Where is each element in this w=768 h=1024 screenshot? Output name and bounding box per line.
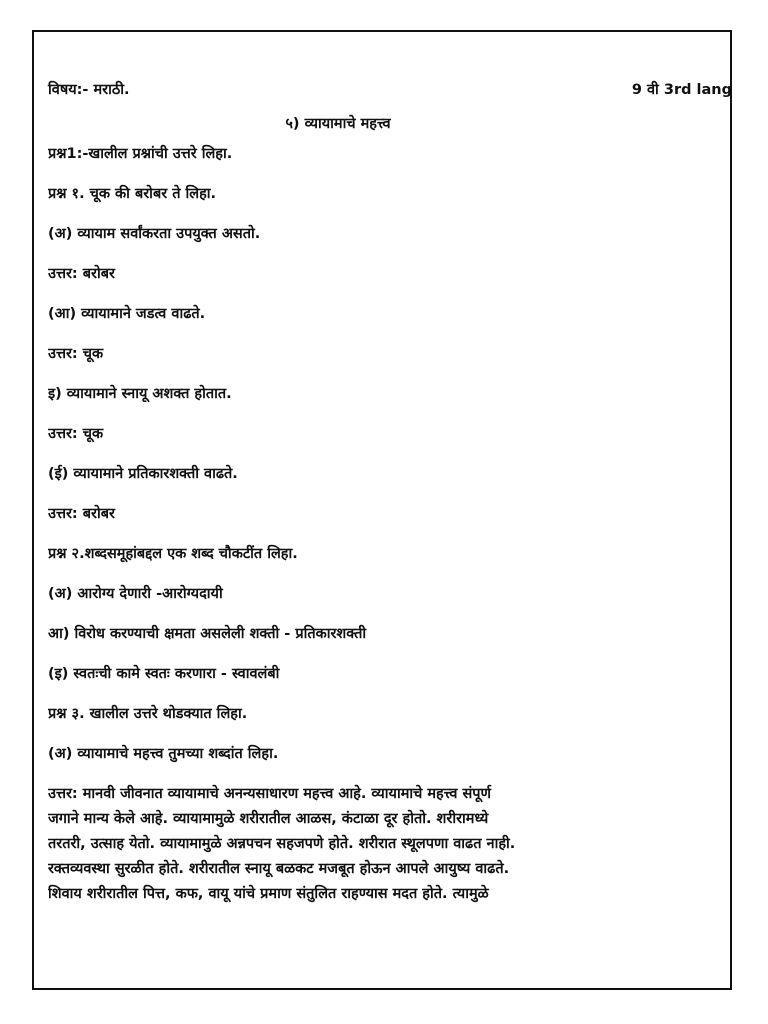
question-1d: (ई) व्यायामाने प्रतिकारशक्ती वाढते. [48,466,238,482]
question-3-title: प्रश्न ३. खालील उत्तरे थोडक्यात लिहा. [48,706,248,722]
class-info: 9 वी 3rd lang [631,82,732,98]
paragraph-line: तरतरी, उत्साह येतो. व्यायामामुळे अन्नपचन सहजपणे होते. शरीरात स्थूलपणा वाढत नाही. [48,836,516,852]
document-header [48,78,732,102]
answer-2c: (इ) स्वतःची कामे स्वतः करणारा - स्वावलंबी [48,666,280,682]
question-heading: प्रश्न1:-खालील प्रश्नांची उत्तरे लिहा. [48,146,233,162]
answer-1d: उत्तर: बरोबर [48,506,115,522]
answer-1a: उत्तर: बरोबर [48,266,115,282]
document-content [48,78,732,907]
question-1a: (अ) व्यायाम सर्वांकरता उपयुक्त असतो. [48,226,261,242]
paragraph-line: जगाने मान्य केले आहे. व्यायामामुळे शरीरातील आळस, कंटाळा दूर होतो. शरीरामध्ये [48,811,489,827]
paragraph-line: उत्तर: मानवी जीवनात व्यायामाचे अनन्यसाधारण महत्त्व आहे. व्यायामाचे महत्त्व संपूर्ण [48,786,491,802]
question-3a: (अ) व्यायामाचे महत्त्व तुमच्या शब्दांत लिहा. [48,746,279,762]
answer-2b: आ) विरोध करण्याची क्षमता असलेली शक्ती - प्रतिकारशक्ती [48,626,367,642]
answer-2a: (अ) आरोग्य देणारी -आरोग्यदायी [48,586,223,602]
question-1-title: प्रश्न १. चूक की बरोबर ते लिहा. [48,186,217,202]
question-2-title: प्रश्न २.शब्दसमूहांबद्दल एक शब्द चौकटींत लिहा. [48,546,298,562]
answer-1b: उत्तर: चूक [48,346,104,362]
paragraph-line: शिवाय शरीरातील पित्त, कफ, वायू यांचे प्रमाण संतुलित राहण्यास मदत होते. त्यामुळे [48,886,489,902]
question-1c: इ) व्यायामाने स्नायू अशक्त होतात. [48,386,232,402]
answer-1c: उत्तर: चूक [48,426,104,442]
subject-label: विषय:- मराठी. [48,82,130,98]
answer-paragraph [48,782,708,907]
question-1b: (आ) व्यायामाने जडत्व वाढते. [48,306,206,322]
paragraph-line: रक्तव्यवस्था सुरळीत होते. शरीरातील स्नायू बळकट मजबूत होऊन आपले आयुष्य वाढते. [48,861,510,877]
chapter-title: ५) व्यायामाचे महत्त्व [285,116,391,132]
